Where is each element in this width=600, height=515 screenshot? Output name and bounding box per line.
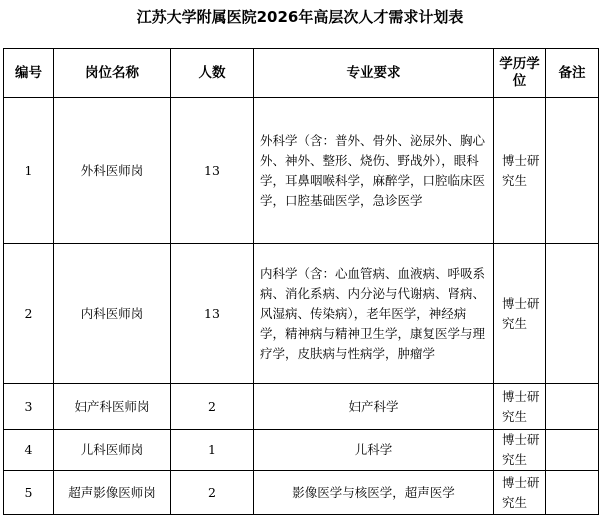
cell-position: 儿科医师岗	[54, 430, 171, 471]
header-degree: 学历学位	[494, 49, 546, 98]
header-no: 编号	[4, 49, 54, 98]
cell-note	[546, 98, 599, 244]
cell-no: 5	[4, 471, 54, 515]
table-row	[4, 384, 599, 430]
cell-count: 13	[171, 98, 254, 244]
talent-plan-table	[3, 48, 599, 515]
cell-position: 内科医师岗	[54, 244, 171, 384]
cell-no: 1	[4, 98, 54, 244]
table-header-row	[4, 49, 599, 98]
cell-no: 2	[4, 244, 54, 384]
cell-major: 影像医学与核医学，超声医学	[254, 471, 494, 515]
cell-position: 妇产科医师岗	[54, 384, 171, 430]
cell-count: 13	[171, 244, 254, 384]
cell-count: 1	[171, 430, 254, 471]
cell-major: 妇产科学	[254, 384, 494, 430]
header-note: 备注	[546, 49, 599, 98]
table-row	[4, 244, 599, 384]
header-major: 专业要求	[254, 49, 494, 98]
cell-degree: 博士研究生	[494, 471, 546, 515]
cell-degree: 博士研究生	[494, 244, 546, 384]
header-position: 岗位名称	[54, 49, 171, 98]
cell-count: 2	[171, 384, 254, 430]
cell-degree: 博士研究生	[494, 384, 546, 430]
cell-major: 内科学（含：心血管病、血液病、呼吸系病、消化系病、内分泌与代谢病、肾病、风湿病、传染病），老年医学，神经病学，精神病与精神卫生学，康复医学与理疗学，皮肤病与性病学，肿瘤学	[254, 244, 494, 384]
cell-position: 外科医师岗	[54, 98, 171, 244]
cell-note	[546, 384, 599, 430]
cell-count: 2	[171, 471, 254, 515]
table-row	[4, 98, 599, 244]
cell-degree: 博士研究生	[494, 98, 546, 244]
cell-degree: 博士研究生	[494, 430, 546, 471]
cell-position: 超声影像医师岗	[54, 471, 171, 515]
cell-no: 3	[4, 384, 54, 430]
cell-note	[546, 244, 599, 384]
cell-major: 外科学（含：普外、骨外、泌尿外、胸心外、神外、整形、烧伤、野战外），眼科学，耳鼻咽喉科学，麻醉学，口腔临床医学，口腔基础医学，急诊医学	[254, 98, 494, 244]
header-count: 人数	[171, 49, 254, 98]
cell-note	[546, 471, 599, 515]
cell-note	[546, 430, 599, 471]
table-row	[4, 471, 599, 515]
cell-major: 儿科学	[254, 430, 494, 471]
cell-no: 4	[4, 430, 54, 471]
table-row	[4, 430, 599, 471]
page-title: 江苏大学附属医院2026年高层次人才需求计划表	[136, 8, 464, 26]
